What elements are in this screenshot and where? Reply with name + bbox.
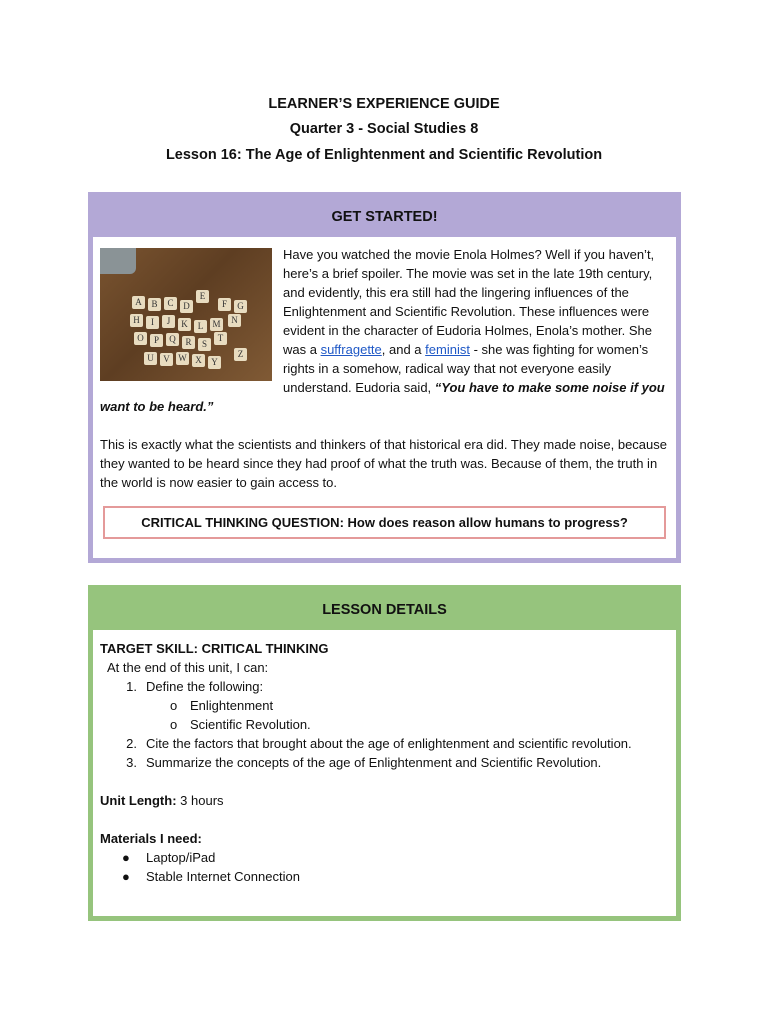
- objective-number: 3.: [126, 755, 137, 770]
- objective-text: Cite the factors that brought about the age of enlightenment and scientific revolution.: [146, 736, 632, 751]
- materials-label: Materials I need:: [100, 831, 202, 846]
- letter-tile: V: [160, 353, 173, 366]
- letter-tile: C: [164, 297, 177, 310]
- scientists-paragraph: This is exactly what the scientists and thinkers of that historical era did. They made noise, because they wanted to be heard since they had proof of what the truth was. Because of them, the truth in the world is now easier to gain access to.: [100, 437, 667, 490]
- intro-text-c: - she was fighting for women’s rights in a somehow, radical way that not everyone easily understand. Eudoria said,: [283, 342, 649, 395]
- letter-tile: Z: [234, 348, 247, 361]
- letter-tile: F: [218, 298, 231, 311]
- link-feminist[interactable]: feminist: [425, 342, 470, 357]
- unit-length: [100, 791, 669, 810]
- objectives-intro: At the end of this unit, I can:: [107, 660, 269, 675]
- letter-tile: T: [214, 332, 227, 345]
- letter-tile: K: [178, 318, 191, 331]
- bullet-icon: ●: [122, 850, 130, 865]
- material-text: Stable Internet Connection: [146, 869, 300, 884]
- letter-tile: P: [150, 334, 163, 347]
- get-started-heading: GET STARTED!: [93, 197, 676, 237]
- sub-item-text: Scientific Revolution.: [190, 717, 311, 732]
- letter-tile: L: [194, 320, 207, 333]
- letter-tile: N: [228, 314, 241, 327]
- lesson-details-section: [88, 585, 681, 921]
- material-text: Laptop/iPad: [146, 850, 216, 865]
- letter-tile: A: [132, 296, 145, 309]
- letter-tile: U: [144, 352, 157, 365]
- letter-tile: R: [182, 336, 195, 349]
- letter-tile: Q: [166, 333, 179, 346]
- link-suffragette[interactable]: suffragette: [320, 342, 382, 357]
- objective-item: [100, 677, 669, 696]
- scrabble-tiles-image: [100, 248, 272, 381]
- intro-text-b: , and a: [381, 342, 426, 357]
- get-started-section: [88, 192, 681, 563]
- circle-bullet-icon: o: [170, 717, 178, 732]
- letter-tile: E: [196, 290, 209, 303]
- guide-title: LEARNER’S EXPERIENCE GUIDE: [268, 96, 500, 112]
- material-item: [100, 848, 669, 867]
- objective-item: [100, 734, 669, 753]
- get-started-body: [93, 237, 676, 539]
- critical-thinking-question: CRITICAL THINKING QUESTION: How does reason allow humans to progress?: [103, 506, 666, 539]
- letter-tile: D: [180, 300, 193, 313]
- circle-bullet-icon: o: [170, 698, 178, 713]
- letter-tile: J: [162, 315, 175, 328]
- letter-tile: G: [234, 300, 247, 313]
- unit-length-value: 3 hours: [176, 793, 224, 808]
- eudoria-quote: “You have to make some noise if you want to be heard.”: [100, 380, 665, 414]
- letter-tile: M: [210, 318, 223, 331]
- target-skill: TARGET SKILL: CRITICAL THINKING: [100, 641, 329, 656]
- objective-text: Summarize the concepts of the age of Enlightenment and Scientific Revolution.: [146, 755, 602, 770]
- letter-tile: S: [198, 338, 211, 351]
- lesson-details-heading: LESSON DETAILS: [93, 590, 676, 630]
- objective-text: Define the following:: [146, 679, 264, 694]
- material-item: [100, 867, 669, 886]
- lesson-title: Lesson 16: The Age of Enlightenment and Scientific Revolution: [165, 147, 603, 163]
- objective-item: [100, 753, 669, 772]
- letter-tile: I: [146, 316, 159, 329]
- letter-tile: Y: [208, 356, 221, 369]
- unit-length-label: Unit Length:: [100, 793, 177, 808]
- intro-text-a: Have you watched the movie Enola Holmes? Well if you haven’t, here’s a brief spoiler. The movie was set in the late 19th century, and evidently, this era still had the lingering influences of the Enlightenment and Scientific Revolution. These influences were evident in the character of Eudoria Holmes, Enola’s mother. She was a: [283, 247, 655, 357]
- objective-number: 2.: [126, 736, 137, 751]
- sub-item: [100, 696, 669, 715]
- letter-tile: B: [148, 298, 161, 311]
- letter-tile: H: [130, 314, 143, 327]
- letter-tile: W: [176, 352, 189, 365]
- bullet-icon: ●: [122, 869, 130, 884]
- quarter-subject: Quarter 3 - Social Studies 8: [289, 121, 479, 137]
- sub-item-text: Enlightenment: [190, 698, 274, 713]
- sub-item: [100, 715, 669, 734]
- lesson-details-body: [93, 630, 676, 886]
- image-tray-shape: [100, 248, 136, 274]
- letter-tile: O: [134, 332, 147, 345]
- objective-number: 1.: [126, 679, 137, 694]
- letter-tile: X: [192, 354, 205, 367]
